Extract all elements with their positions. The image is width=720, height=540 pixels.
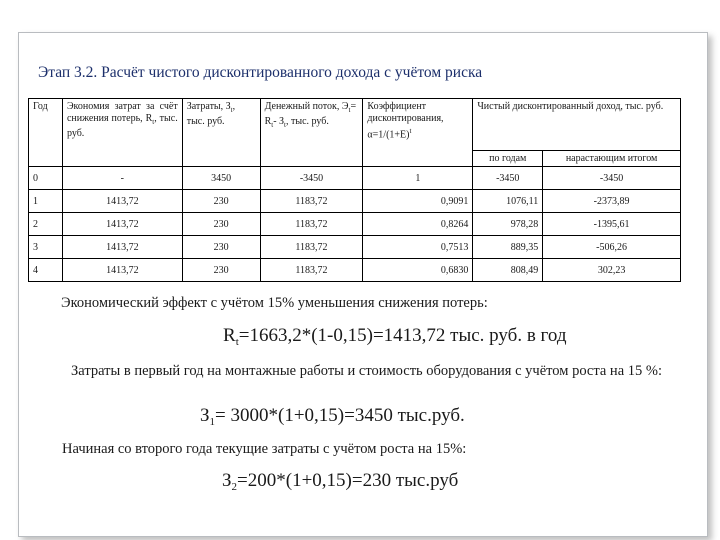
table-row xyxy=(29,259,681,282)
cell-economy: 1413,72 xyxy=(62,213,182,236)
cell-by-year: 1076,11 xyxy=(473,190,543,213)
cell-cumulative: -3450 xyxy=(543,167,681,190)
header-coefficient: Коэффициент дисконтирования, $\alpha=1/(1+E)^t$ xyxy=(363,99,473,167)
second-year-text: Начиная со второго года текущие затраты с учётом роста на 15%: xyxy=(62,441,467,457)
costs-first-year-text: Затраты в первый год на монтажные работы и стоимость оборудования с учётом роста на 15 %: xyxy=(71,363,662,379)
cell-cumulative: -506,26 xyxy=(543,236,681,259)
formula-z2: $З_2=200*(1+0,15)=230$ тыс.руб xyxy=(222,470,459,493)
cell-year: 3 xyxy=(29,236,63,259)
header-year: Год xyxy=(29,99,63,167)
table-row xyxy=(29,213,681,236)
formula-rt: $R_t=1663,2*(1-0,15)=1413,72$ тыс. руб. в год xyxy=(223,325,567,348)
cell-economy: 1413,72 xyxy=(62,259,182,282)
table-header-row xyxy=(29,99,681,151)
cell-economy: 1413,72 xyxy=(62,236,182,259)
table-row xyxy=(29,190,681,213)
cell-economy: 1413,72 xyxy=(62,190,182,213)
cell-by-year: 889,35 xyxy=(473,236,543,259)
cell-by-year: 978,28 xyxy=(473,213,543,236)
header-costs: Затраты, $З_t$, тыс. руб. xyxy=(182,99,260,167)
header-cumulative: нарастающим итогом xyxy=(543,151,681,167)
cell-by-year: 808,49 xyxy=(473,259,543,282)
cell-cashflow: 1183,72 xyxy=(260,213,363,236)
cell-cumulative: 302,23 xyxy=(543,259,681,282)
cell-year: 2 xyxy=(29,213,63,236)
npv-table xyxy=(28,98,681,282)
cell-year: 4 xyxy=(29,259,63,282)
header-by-year: по годам xyxy=(473,151,543,167)
cell-economy: - xyxy=(62,167,182,190)
cell-cashflow: 1183,72 xyxy=(260,190,363,213)
cell-coefficient: 0,7513 xyxy=(363,236,473,259)
cell-costs: 230 xyxy=(182,259,260,282)
cell-coefficient: 0,6830 xyxy=(363,259,473,282)
cell-costs: 230 xyxy=(182,190,260,213)
cell-cashflow: 1183,72 xyxy=(260,236,363,259)
header-cashflow: Денежный поток, $Э_t= R_t-$ $З_t$, тыс. руб. xyxy=(260,99,363,167)
cell-year: 0 xyxy=(29,167,63,190)
cell-coefficient: 0,8264 xyxy=(363,213,473,236)
cell-cumulative: -1395,61 xyxy=(543,213,681,236)
cell-cumulative: -2373,89 xyxy=(543,190,681,213)
table-row xyxy=(29,167,681,190)
cell-costs: 230 xyxy=(182,213,260,236)
cell-year: 1 xyxy=(29,190,63,213)
cell-coefficient: 0,9091 xyxy=(363,190,473,213)
formula-z1: $З_1= 3000*(1+0,15)=3450$ тыс.руб. xyxy=(200,405,465,428)
cell-coefficient: 1 xyxy=(363,167,473,190)
cell-by-year: -3450 xyxy=(473,167,543,190)
header-npv: Чистый дисконтированный доход, тыс. руб. xyxy=(473,99,681,151)
header-economy: Экономия затрат за счёт снижения потерь, $R_t$, тыс. руб. xyxy=(62,99,182,167)
cell-cashflow: 1183,72 xyxy=(260,259,363,282)
slide-title: Этап 3.2. Расчёт чистого дисконтированного дохода с учётом риска xyxy=(38,64,483,81)
cell-costs: 230 xyxy=(182,236,260,259)
cell-cashflow: -3450 xyxy=(260,167,363,190)
cell-costs: 3450 xyxy=(182,167,260,190)
effect-text: Экономический эффект с учётом 15% уменьшения снижения потерь: xyxy=(61,295,488,311)
table-row xyxy=(29,236,681,259)
